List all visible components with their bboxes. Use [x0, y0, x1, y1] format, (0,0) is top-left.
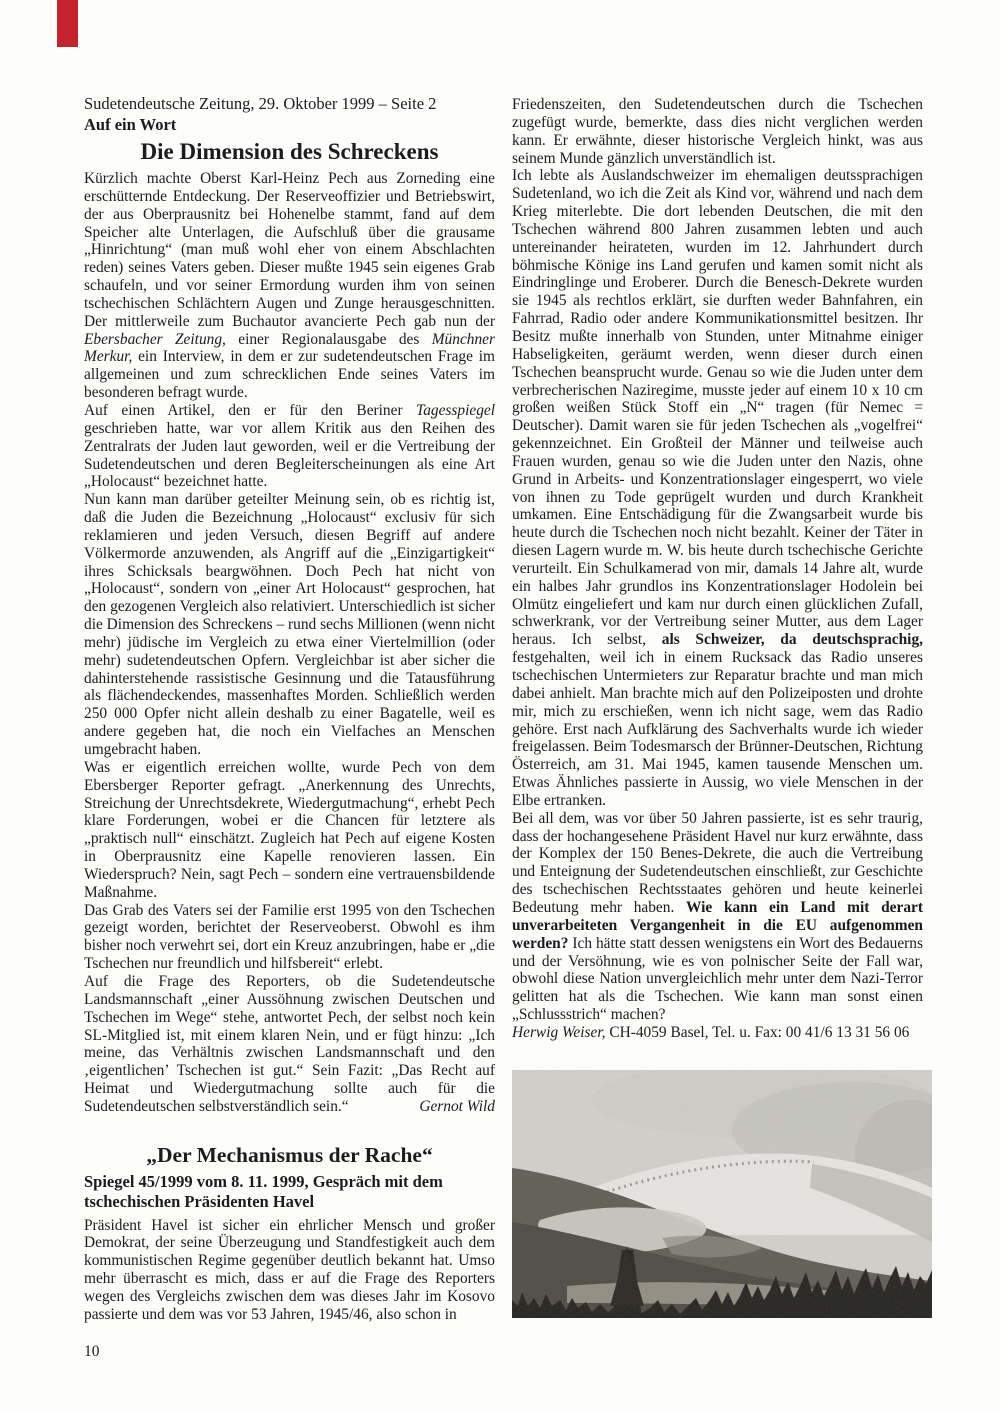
text-run: Auf die Frage des Reporters, ob die Sudetendeutsche Landsmannschaft „einer Aussöhnung zwischen Deutschen und Tschechen im Wege“ stehe, antwortet Pech, der selbst noch kein SL-Mitglied ist, mit einem klaren Nein, und er fügt hinzu: „Ich meine, das Verhältnis zwischen Landsmannschaft und den ‚eigentlichen’ Tschechen ist gut.“ Sein Fazit: „Das Recht auf Heimat und Wiedergutmachung sollte auch für die Sudetendeutschen selbstverständlich sein.“ — [84, 972, 495, 1115]
paragraph — [512, 810, 923, 1024]
article1-body — [84, 170, 495, 1116]
paragraph — [84, 402, 495, 491]
right-column — [512, 96, 923, 1042]
paragraph — [84, 973, 495, 1116]
text-run: Tagesspiegel — [416, 401, 495, 419]
text-run: festgehalten, weil ich in einem Rucksack das Radio unseres tschechischen Untermieters zur Reparatur brachte und man mich dabei anhielt. Man brachte mich auf den Polizeiposten und drohte mir, mich zu erschießen, wenn ich nicht sage, wem das Radio gehöre. Erst nach Aufklärung des Sachverhalts wurde ich wieder freigelassen. Beim Todesmarsch der Brünner-Deutschen, Richtung Österreich, am 31. Mai 1945, kamen tausende Menschen um. Etwas Ähnliches passierte in Aussig, wo viele Menschen in der Elbe ertranken. — [512, 649, 923, 809]
paragraph — [512, 167, 923, 809]
text-run: Münchner Merkur, — [84, 330, 495, 366]
text-run: Was er eigentlich erreichen wollte, wurde Pech von dem Ebersberger Reporter gefragt. „Anerkennung des Unrechts, Streichung der Unrechtsdekrete, Wiedergutmachung“, erhebt Pech klare Forderungen, wobei er die Chancen für letztere als „praktisch null“ einschätzt. Zugleich hat Pech auf eigene Kosten in Oberprausnitz eine Kapelle renovieren lassen. Ein Wiederspruch? Nein, sagt Pech – sondern eine vertrauensbildende Maßnahme. — [84, 758, 495, 901]
text-run: CH-4059 Basel, Tel. u. Fax: 00 41/6 13 31 56 06 — [605, 1023, 910, 1041]
mountain-landscape-photo — [512, 1070, 932, 1318]
paragraph — [84, 170, 495, 402]
rubric-auf-ein-wort: Auf ein Wort — [84, 115, 177, 134]
text-run: Ich lebte als Auslandschweizer im ehemaligen deutssprachigen Sudetenland, wo ich die Zeit als Kind vor, während und nach dem Krieg miterlebte. Die dort lebenden Deutschen, die mit den Tschechen während 800 Jahren zusammen lebten und auch untereinander heirateten, wurden im 12. Jahrhundert durch böhmische Könige ins Land gerufen und kamen somit nicht als Eindringlinge und Eroberer. Durch die Benesch-Dekrete wurden sie 1945 als rechtlos erklärt, sie durften weder Bahnfahren, ein Fahrrad, Radio oder andere Kommunikationsmittel besitzen. Ihr Besitz mußte innerhalb von Stunden, unter Mitnahme einiger Habseligkeiten, geräumt werden, wenn dieser durch einen Tschechen beansprucht wurde. Genau so wie die Juden unter dem verbrecherischen Naziregime, musste jeder auf einem 10 x 10 cm großen weißen Stück Stoff ein „N“ tragen (für Nemec = Deutscher). Damit waren sie für jeden Tschechen als „vogelfrei“ gekennzeichnet. Ein Großteil der Männer und teilweise auch Frauen wurden, genau so wie die Juden unter den Nazis, ohne Grund in Arbeits- und Konzentrationslager eingesperrt, wo viele von ihnen zu Tode geprügelt wurden und durch Krankheit umkamen. Eine Entschädigung für die Zwangsarbeit wurde bis heute durch die Tschechen noch nicht bezahlt. Keiner der Täter in diesen Lagern wurde m. W. bis heute durch tschechische Gerichte verurteilt. Ein Schulkamerad von mir, damals 14 Jahre alt, wurde ein halbes Jahr grundlos ins Konzentrationslager Hodolein bei Olmütz eingeliefert und kam nur durch einen glücklichen Zufall, schwerkrank, vor der Vertreibung seiner Mutter, aus dem Lager heraus. Ich selbst, — [512, 167, 923, 649]
text-run: ein Interview, in dem er zur sudetendeutschen Frage im allgemeinen und zum schrecklichen Ende seines Vaters im besonderen befragt wurde. — [84, 348, 495, 402]
page-number: 10 — [84, 1343, 100, 1360]
paragraph — [512, 96, 923, 167]
paragraph — [512, 1024, 923, 1042]
paragraph — [84, 491, 495, 759]
text-run: Ebersbacher Zeitung, — [84, 330, 226, 348]
paragraph — [84, 1217, 495, 1324]
text-run: Bei all dem, was vor über 50 Jahren passierte, ist es sehr traurig, dass der hochangesehene Präsident Havel nur kurz erwähnte, dass der Komplex der 150 Benes-Dekrete, die auch die Vertreibung und Enteignung der Sudetendeutschen einschließt, zur Geschichte des tschechischen Rechtsstaates gehören und heute keinerlei Bedeutung mehr haben. — [512, 809, 923, 916]
text-run: Präsident Havel ist sicher ein ehrlicher Mensch und großer Demokrat, der seine Überzeugung und Standfestigkeit auch dem kommunistischen Regime gegenüber deutlich bekannt hat. Umso mehr überrascht es mich, dass er auf die Frage des Reporters wegen des Vergleichs zwischen dem was dieses Jahr im Kosovo passierte und dem was vor 53 Jahren, 1945/46, also schon in — [84, 1216, 495, 1323]
article1-byline: Gernot Wild — [419, 1097, 495, 1115]
article1-headline: Die Dimension des Schreckens — [140, 139, 439, 164]
text-run: Wie kann ein Land mit derart unverarbeiteten Vergangenheit in die EU aufgenommen werden? — [512, 898, 923, 952]
text-run: Friedenszeiten, den Sudetendeutschen durch die Tschechen zugefügt wurde, bemerkte, dass dies nicht verglichen werden kann. Er erwähnte, dieser historische Vergleich hinkt, was aus seinem Munde gänzlich unverständlich ist. — [512, 96, 923, 167]
article2-signature — [512, 1024, 923, 1042]
left-column — [84, 94, 495, 1324]
paragraph — [84, 902, 495, 973]
text-run: Kürzlich machte Oberst Karl-Heinz Pech aus Zorneding eine erschütternde Entdeckung. Der Reserveoffizier und Betriebswirt, der aus Oberprausnitz bei Hohenelbe stammt, fand auf dem Speicher alte Unterlagen, die Aufschluß über die grausame „Hinrichtung“ (man muß wohl eher von einem Abschlachten reden) seines Vaters geben. Dieser mußte 1945 sein eigenes Grab schaufeln, und vor seiner Ermordung wurden ihm von seinen tschechischen Schlächtern Augen und Zunge herausgeschnitten. Der mittlerweile zum Buchautor avancierte Pech gab nun der — [84, 170, 495, 330]
text-run: Ich hätte statt dessen wenigstens ein Wort des Bedauerns und der Versöhnung, wie es von polnischer Seite der Fall war, obwohl diese Nation unvergleichlich mehr unter dem Nazi-Terror gelitten hat als die Tschechen. Wie kann man sonst einen „Schlussstrich“ machen? — [512, 934, 923, 1024]
text-run: Auf einen Artikel, den er für den Beriner — [84, 401, 417, 419]
article2-subhead: Spiegel 45/1999 vom 8. 11. 1999, Gespräch mit dem tschechischen Präsidenten Havel — [84, 1171, 443, 1212]
article2-continuation — [512, 96, 923, 1024]
red-corner-mark — [57, 0, 78, 47]
article2-headline: „Der Mechanismus der Rache“ — [146, 1142, 433, 1167]
masthead: Sudetendeutsche Zeitung, 29. Oktober 1999 – Seite 2 — [84, 94, 437, 113]
text-run: als Schweizer, da deutschsprachig, — [661, 631, 923, 649]
text-run: einer Regionalausgabe des — [225, 330, 432, 348]
article2-intro — [84, 1217, 495, 1324]
text-run: Herwig Weiser, — [512, 1023, 606, 1041]
text-run: Nun kann man darüber geteilter Meinung sein, ob es richtig ist, daß die Juden die Bezeichnung „Holocaust“ exclusiv für sich reklamieren und jeden Versuch, diesen Begriff auf andere Völkermorde anzuwenden, als Angriff auf die „Einzigartigkeit“ ihres Schicksals beargwöhnen. Doch Pech hat nicht von „Holocaust“, sondern von „einer Art Holocaust“ gesprochen, hat den gezogenen Vergleich also relativiert. Unterschiedlich ist sicher die Dimension des Schreckens – rund sechs Millionen (wenn nicht mehr) jüdische im Vergleich zu etwa einer Viertelmillion (oder mehr) sudetendeutschen Opfern. Vergleichbar ist aber sicher die dahinterstehende rassistische Gesinnung und die Tatausführung als flächendeckendes, massenhaftes Morden. Schließlich werden 250 000 Opfer nicht allein deshalb zu einer Bagatelle, weil es andere gegeben hat, die noch ein Vielfaches an Menschen umgebracht haben. — [84, 491, 495, 758]
paragraph — [84, 759, 495, 902]
text-run: geschrieben hatte, war vor allem Kritik aus den Reihen des Zentralrats der Juden laut geworden, weil er die Vertreibung der Sudetendeutschen und deren Begleiterscheinungen als eine Art „Holocaust“ bezeichnet hatte. — [84, 419, 495, 491]
text-run: Das Grab des Vaters sei der Familie erst 1995 von den Tschechen gezeigt worden, berichtet der Reserveoberst. Obwohl es ihm bisher noch verwehrt sei, dort ein Kreuz anzubringen, habe er „die Tschechen nur freundlich und hilfsbereit“ erlebt. — [84, 901, 495, 973]
